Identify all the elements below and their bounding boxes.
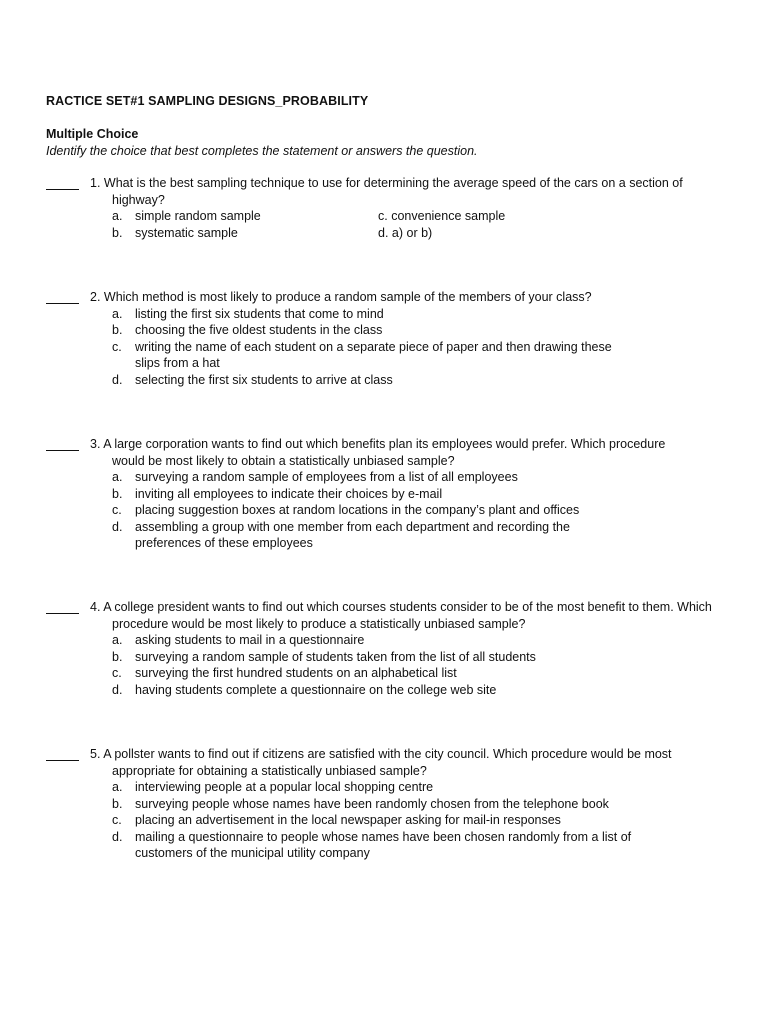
choice-text: assembling a group with one member from each department and recording the preferences of these employees (135, 519, 570, 550)
choice-d[interactable] (112, 682, 726, 699)
choice-list (46, 469, 726, 552)
question-3 (46, 436, 726, 552)
choice-list (46, 779, 726, 862)
choice-c[interactable] (112, 339, 640, 372)
choice-letter: d. (112, 519, 123, 534)
choice-b[interactable] (112, 486, 726, 503)
choice-letter: c. (378, 209, 388, 223)
choice-text: selecting the first six students to arrive at class (135, 372, 393, 387)
choice-letter: b. (112, 649, 123, 664)
choice-a[interactable] (112, 779, 726, 796)
question-5 (46, 746, 726, 862)
page-title: RACTICE SET#1 SAMPLING DESIGNS_PROBABILITY (46, 94, 369, 108)
choice-letter: b. (112, 796, 123, 811)
answer-blank-1[interactable] (46, 175, 79, 190)
choice-text: asking students to mail in a questionnaire (135, 633, 365, 647)
choice-text: listing the first six students that come to mind (135, 306, 384, 321)
choice-text: a) or b) (391, 225, 433, 240)
choice-c[interactable] (112, 812, 726, 829)
question-text: 4. A college president wants to find out which courses students consider to be of the most benefit to them. Which procedure would be most likely to produce a statistically unbiased sample? (90, 600, 712, 631)
choice-b[interactable] (112, 649, 726, 666)
choice-text: placing suggestion boxes at random locations in the company’s plant and offices (135, 503, 580, 517)
choice-list (46, 208, 726, 241)
choice-text: choosing the five oldest students in the class (135, 323, 383, 337)
choice-a[interactable] (112, 208, 261, 225)
choice-letter: a. (112, 306, 123, 321)
choice-text: interviewing people at a popular local shopping centre (135, 780, 434, 794)
choice-d[interactable] (378, 225, 432, 242)
choice-letter: b. (112, 323, 123, 337)
choice-d[interactable] (112, 372, 726, 389)
choice-letter: d. (112, 372, 123, 387)
choice-text: placing an advertisement in the local newspaper asking for mail-in responses (135, 813, 561, 827)
choice-letter: a. (112, 780, 123, 794)
question-text: 5. A pollster wants to find out if citizens are satisfied with the city council. Which procedure would be most appropriate for obtaining a statistically unbiased sample? (90, 747, 672, 778)
choice-text: having students complete a questionnaire on the college web site (135, 682, 497, 697)
choice-text: inviting all employees to indicate their choices by e-mail (135, 486, 443, 501)
choice-letter: d. (112, 682, 123, 697)
choice-b[interactable] (112, 322, 726, 339)
section-header (46, 126, 478, 159)
choice-letter: c. (112, 339, 122, 354)
answer-blank-2[interactable] (46, 289, 79, 304)
choice-letter: c. (112, 503, 122, 517)
choice-c[interactable] (112, 502, 726, 519)
choice-c[interactable] (112, 665, 726, 682)
choice-letter: a. (112, 633, 123, 647)
choice-text: surveying a random sample of students taken from the list of all students (135, 649, 536, 664)
question-2 (46, 289, 726, 388)
section-heading: Multiple Choice (46, 127, 139, 141)
choice-a[interactable] (112, 469, 726, 486)
choice-text: convenience sample (391, 209, 506, 223)
choice-list (46, 632, 726, 698)
answer-blank-3[interactable] (46, 436, 79, 451)
choice-text: writing the name of each student on a separate piece of paper and then drawing these slips from a hat (135, 339, 612, 370)
question-text: 1. What is the best sampling technique to use for determining the average speed of the cars on a section of highway? (90, 176, 683, 207)
choice-text: mailing a questionnaire to people whose names have been chosen randomly from a list of customers of the municipal utility company (135, 829, 632, 860)
choice-letter: d. (112, 829, 123, 844)
choice-a[interactable] (112, 306, 726, 323)
choice-c[interactable] (378, 208, 505, 225)
question-text: 3. A large corporation wants to find out which benefits plan its employees would prefer. Which procedure would be most likely to obtain a statistically unbiased sample? (90, 437, 666, 468)
choice-letter: a. (112, 470, 123, 484)
choice-letter: c. (112, 813, 122, 827)
choice-letter: a. (112, 209, 123, 223)
answer-blank-5[interactable] (46, 746, 79, 761)
choice-a[interactable] (112, 632, 726, 649)
choice-text: surveying people whose names have been randomly chosen from the telephone book (135, 796, 609, 811)
choice-b[interactable] (112, 225, 238, 242)
choice-letter: c. (112, 666, 122, 680)
choice-letter: d. (378, 225, 389, 240)
choice-letter: b. (112, 225, 123, 240)
choice-text: surveying a random sample of employees from a list of all employees (135, 470, 518, 484)
question-4 (46, 599, 726, 698)
choice-d[interactable] (112, 519, 625, 552)
answer-blank-4[interactable] (46, 599, 79, 614)
choice-text: systematic sample (135, 225, 238, 240)
question-text: 2. Which method is most likely to produce a random sample of the members of your class? (90, 290, 592, 304)
choice-text: surveying the first hundred students on an alphabetical list (135, 666, 457, 680)
choice-list (46, 306, 726, 389)
section-instructions: Identify the choice that best completes the statement or answers the question. (46, 143, 478, 158)
question-1 (46, 175, 726, 241)
choice-text: simple random sample (135, 209, 261, 223)
choice-letter: b. (112, 486, 123, 501)
choice-b[interactable] (112, 796, 635, 813)
choice-d[interactable] (112, 829, 665, 862)
